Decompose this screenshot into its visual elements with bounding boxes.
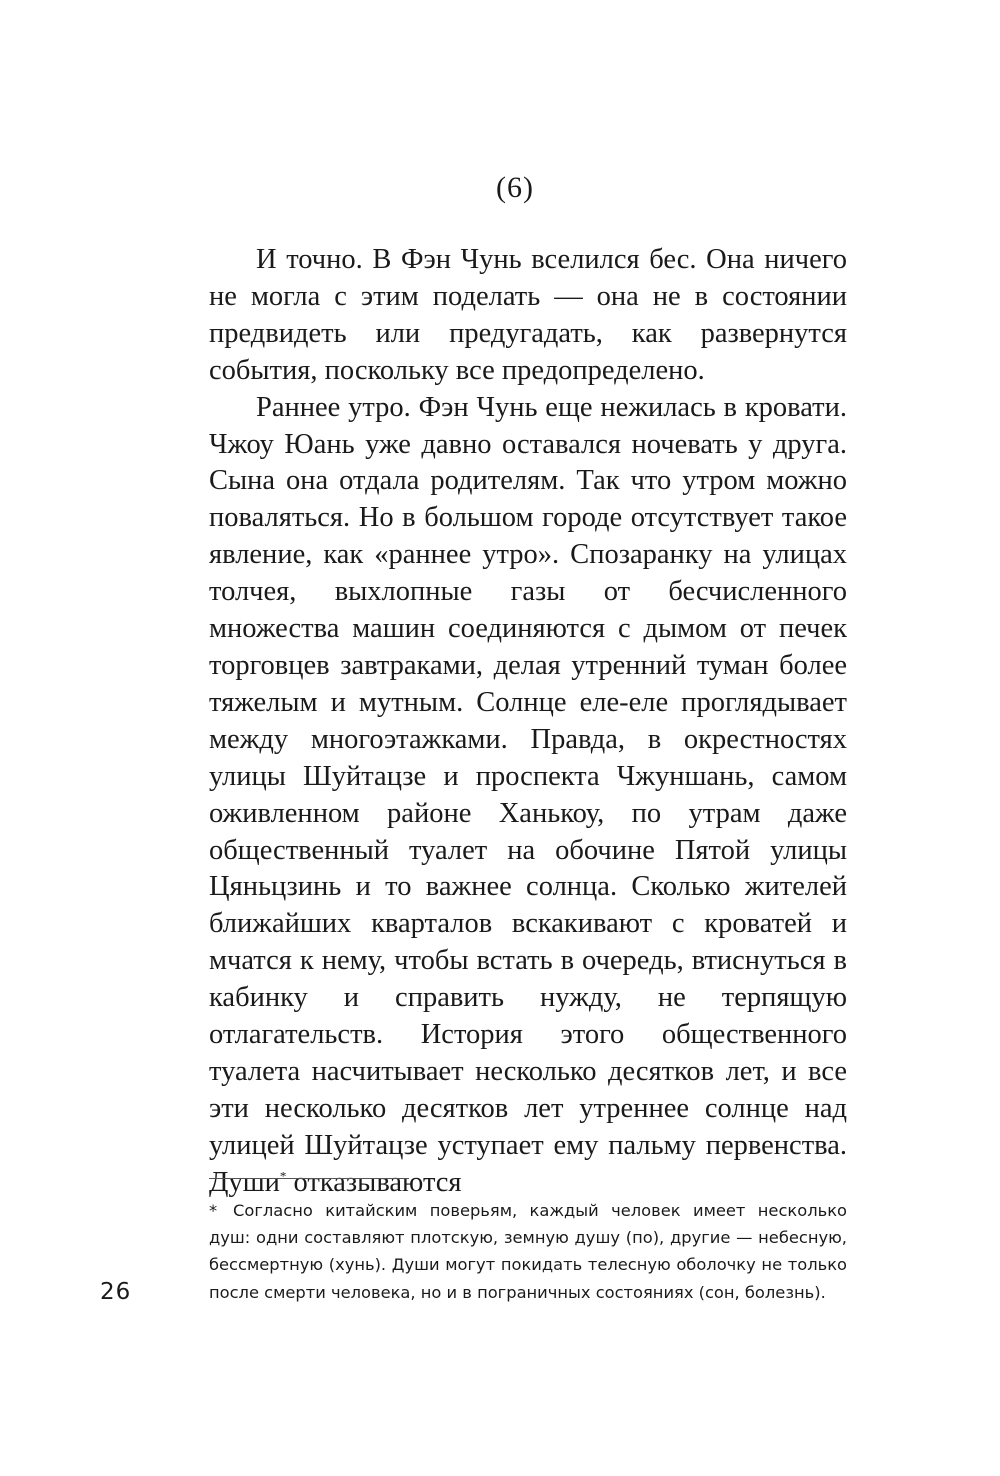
footnote bbox=[209, 1197, 847, 1306]
main-text bbox=[209, 242, 847, 1202]
page-number: 26 bbox=[100, 1279, 132, 1305]
chapter-number: (6) bbox=[496, 171, 534, 204]
paragraph-text: Раннее утро. Фэн Чунь еще нежилась в кровати. Чжоу Юань уже давно оставался ночевать у друга. Сына она отдала родителям. Так что утром можно поваляться. Но в большом городе отсутствует такое явление, как «раннее утро». Спозаранку на улицах толчея, выхлопные газы от бесчисленного множества машин соединяются с дымом от печек торговцев завтраками, делая утренний туман более тяжелым и мутным. Солнце еле-еле проглядывает между многоэтажками. Правда, в окрестностях улицы Шуйтацзе и проспекта Чжуншань, самом оживленном районе Ханькоу, по утрам даже общественный туалет на обочине Пятой улицы Цяньцзинь и то важнее солнца. Сколько жителей ближайших кварталов вскакивают с кроватей и мчатся к нему, чтобы встать в очередь, втиснуться в кабинку и справить нужду, не терпящую отлагательств. История этого общественного туалета насчитывает несколько десятков лет, и все эти несколько десятков лет утреннее солнце над улицей Шуйтацзе уступает ему пальму первенства. Души bbox=[209, 391, 847, 1198]
paragraph bbox=[209, 242, 847, 390]
footnote-text: Согласно китайским поверьям, каждый человек имеет несколько душ: одни составляют плотскую, земную душу (по), другие — небесную, бессмертную (хунь). Души могут покидать телесную оболочку не только после смерти человека, но и в пограничных состояниях (сон, болезнь). bbox=[209, 1201, 847, 1302]
paragraph-text: И точно. В Фэн Чунь вселился бес. Она ничего не могла с этим поделать — она не в состоянии предвидеть или предугадать, как развернутся события, поскольку все предопределено. bbox=[209, 244, 847, 386]
paragraph bbox=[209, 390, 847, 1202]
footnote-reference-mark[interactable]: * bbox=[279, 1168, 287, 1184]
paragraph-text: отказываются bbox=[286, 1166, 462, 1198]
footnote-marker: * bbox=[209, 1201, 218, 1220]
footnote-divider bbox=[209, 1178, 409, 1179]
